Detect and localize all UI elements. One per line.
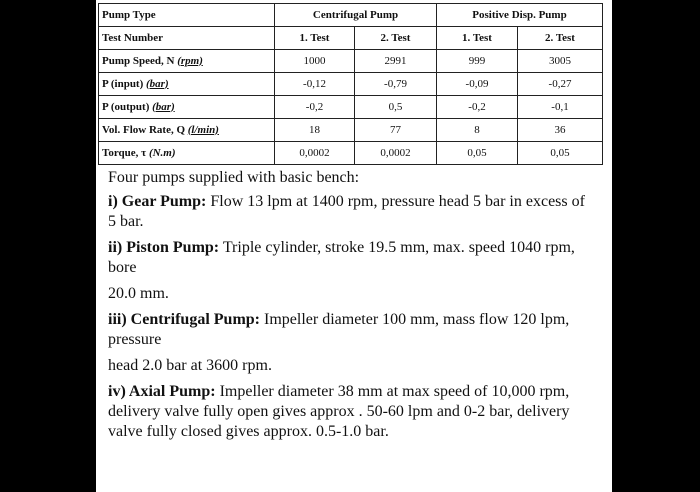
- intro-text: Four pumps supplied with basic bench:: [108, 169, 360, 186]
- centrifugal-pump-paragraph: iii) Centrifugal Pump: Impeller diameter 100 mm, mass flow 120 lpm, pressure: [108, 311, 570, 348]
- table-cell: 1000: [275, 50, 355, 73]
- pump-descriptions: [108, 168, 588, 448]
- piston-pump-paragraph: ii) Piston Pump: Triple cylinder, stroke 19.5 mm, max. speed 1040 rpm, bore: [108, 239, 575, 276]
- row-label: Pump Speed, N (rpm): [99, 50, 275, 73]
- table-cell: -0,12: [275, 73, 355, 96]
- table-cell: -0,2: [437, 96, 518, 119]
- row-label: P (output) (bar): [99, 96, 275, 119]
- axial-pump-paragraph: iv) Axial Pump: Impeller diameter 38 mm at max speed of 10,000 rpm, delivery valve fully open gives approx . 50-60 lpm and 0-2 bar, delivery valve fully closed gives approx. 0.5-1.0 bar.: [108, 383, 570, 440]
- test-col-header: 2. Test: [355, 27, 437, 50]
- test-col-header: 2. Test: [518, 27, 603, 50]
- table-cell: 2991: [355, 50, 437, 73]
- table-cell: 77: [355, 119, 437, 142]
- positive-disp-group-header: Positive Disp. Pump: [437, 4, 603, 27]
- table-cell: 36: [518, 119, 603, 142]
- table-cell: -0,09: [437, 73, 518, 96]
- table-cell: -0,1: [518, 96, 603, 119]
- document-page: [96, 0, 612, 492]
- gear-pump-paragraph: i) Gear Pump: Flow 13 lpm at 1400 rpm, pressure head 5 bar in excess of 5 bar.: [108, 193, 585, 230]
- table-cell: 18: [275, 119, 355, 142]
- table-cell: 8: [437, 119, 518, 142]
- test-col-header: 1. Test: [437, 27, 518, 50]
- pump-test-table: [98, 3, 603, 165]
- table-subheader-row: [99, 27, 603, 50]
- centrifugal-pump-continued: head 2.0 bar at 3600 rpm.: [108, 357, 272, 374]
- table-cell: 0,0002: [355, 142, 437, 165]
- table-cell: -0,27: [518, 73, 603, 96]
- table-row: [99, 73, 603, 96]
- row-label: Torque, τ (N.m): [99, 142, 275, 165]
- table-cell: -0,2: [275, 96, 355, 119]
- table-header-row: [99, 4, 603, 27]
- pump-type-label: Pump Type: [99, 4, 275, 27]
- table-cell: 0,05: [437, 142, 518, 165]
- table-row: [99, 50, 603, 73]
- centrifugal-group-header: Centrifugal Pump: [275, 4, 437, 27]
- test-number-label: Test Number: [99, 27, 275, 50]
- test-col-header: 1. Test: [275, 27, 355, 50]
- table-cell: 0,0002: [275, 142, 355, 165]
- row-label: Vol. Flow Rate, Q (l/min): [99, 119, 275, 142]
- table-cell: 3005: [518, 50, 603, 73]
- row-label: P (input) (bar): [99, 73, 275, 96]
- table-cell: 0,05: [518, 142, 603, 165]
- table-cell: 0,5: [355, 96, 437, 119]
- table-row: [99, 119, 603, 142]
- table-row: [99, 96, 603, 119]
- table-cell: 999: [437, 50, 518, 73]
- piston-pump-continued: 20.0 mm.: [108, 285, 169, 302]
- table-cell: -0,79: [355, 73, 437, 96]
- table-row: [99, 142, 603, 165]
